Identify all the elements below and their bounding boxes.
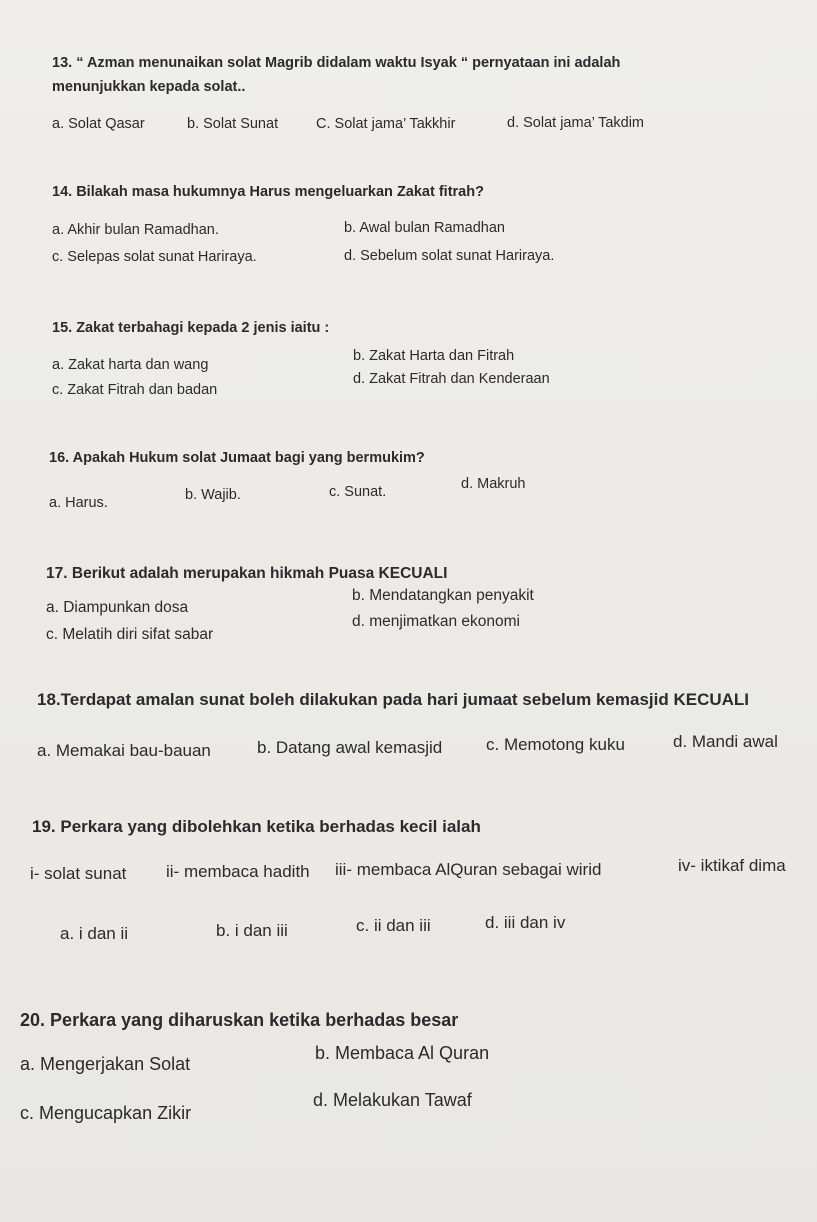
option-a: a. Solat Qasar <box>52 116 145 132</box>
option-b: b. Solat Sunat <box>187 116 279 132</box>
question-number: 13. <box>52 55 73 71</box>
option-d: d. Mandi awal <box>673 732 778 751</box>
question-number: 15. <box>52 320 73 336</box>
option-a: a. Memakai bau-bauan <box>37 741 211 760</box>
option-c: c. Zakat Fitrah dan badan <box>52 382 218 398</box>
question-20 <box>20 1010 458 1031</box>
question-14 <box>52 184 484 200</box>
option-d: d. Sebelum solat sunat Hariraya. <box>344 248 555 264</box>
option-d: d. menjimatkan ekonomi <box>352 613 520 630</box>
question-number: 14. <box>52 184 73 200</box>
option-b: b. Membaca Al Quran <box>315 1043 490 1063</box>
option-c: c. Melatih diri sifat sabar <box>46 626 214 643</box>
option-c: c. Mengucapkan Zikir <box>20 1103 192 1123</box>
question-text: Zakat terbahagi kepada 2 jenis iaitu : <box>76 320 330 336</box>
question-number: 18. <box>37 690 61 709</box>
list-item: iii- membaca AlQuran sebagai wirid <box>335 860 602 879</box>
option-b: b. i dan iii <box>216 921 288 940</box>
option-d: d. Solat jama’ Takdim <box>507 115 645 131</box>
option-c: c. Memotong kuku <box>486 735 625 754</box>
option-b: b. Datang awal kemasjid <box>257 738 443 757</box>
question-number: 16. <box>49 450 70 466</box>
list-item: iv- iktikaf dima <box>678 856 786 875</box>
question-15 <box>52 320 329 336</box>
question-text: Apakah Hukum solat Jumaat bagi yang bermukim? <box>72 450 425 466</box>
option-a: a. Mengerjakan Solat <box>20 1054 191 1074</box>
option-b: b. Wajib. <box>185 487 241 503</box>
question-text: “ Azman menunaikan solat Magrib didalam waktu Isyak “ pernyataan ini adalah <box>76 55 621 71</box>
question-17 <box>46 565 447 583</box>
question-19 <box>32 817 481 837</box>
question-text: Perkara yang diharuskan ketika berhadas besar <box>50 1010 459 1030</box>
option-b: b. Mendatangkan penyakit <box>352 587 534 604</box>
option-c: c. Sunat. <box>329 484 387 500</box>
question-number: 19. <box>32 817 56 836</box>
option-a: a. Zakat harta dan wang <box>52 357 209 373</box>
question-18 <box>37 690 749 710</box>
list-item: i- solat sunat <box>30 864 127 883</box>
question-number: 17. <box>46 565 68 582</box>
option-d: d. Makruh <box>461 476 526 492</box>
option-c: C. Solat jama’ Takkhir <box>316 116 456 132</box>
question-text: Perkara yang dibolehkan ketika berhadas kecil ialah <box>60 817 481 836</box>
option-c: c. Selepas solat sunat Hariraya. <box>52 249 257 265</box>
question-16 <box>49 450 425 466</box>
question-text: Berikut adalah merupakan hikmah Puasa KECUALI <box>71 565 448 582</box>
question-text: Bilakah masa hukumnya Harus mengeluarkan Zakat fitrah? <box>76 184 484 200</box>
question-13-line2: menunjukkan kepada solat.. <box>52 79 246 95</box>
question-13 <box>52 55 620 71</box>
option-c: c. ii dan iii <box>356 916 431 935</box>
question-number: 20. <box>20 1010 46 1030</box>
option-a: a. Akhir bulan Ramadhan. <box>52 222 219 238</box>
question-text: Terdapat amalan sunat boleh dilakukan pada hari jumaat sebelum kemasjid KECUALI <box>60 690 750 709</box>
option-d: d. Melakukan Tawaf <box>313 1090 472 1110</box>
option-a: a. Diampunkan dosa <box>46 599 189 616</box>
option-b: b. Zakat Harta dan Fitrah <box>353 348 515 364</box>
option-d: d. Zakat Fitrah dan Kenderaan <box>353 371 550 387</box>
option-d: d. iii dan iv <box>485 913 566 932</box>
option-b: b. Awal bulan Ramadhan <box>344 220 505 236</box>
option-a: a. Harus. <box>49 495 108 511</box>
list-item: ii- membaca hadith <box>166 862 310 881</box>
option-a: a. i dan ii <box>60 924 129 943</box>
